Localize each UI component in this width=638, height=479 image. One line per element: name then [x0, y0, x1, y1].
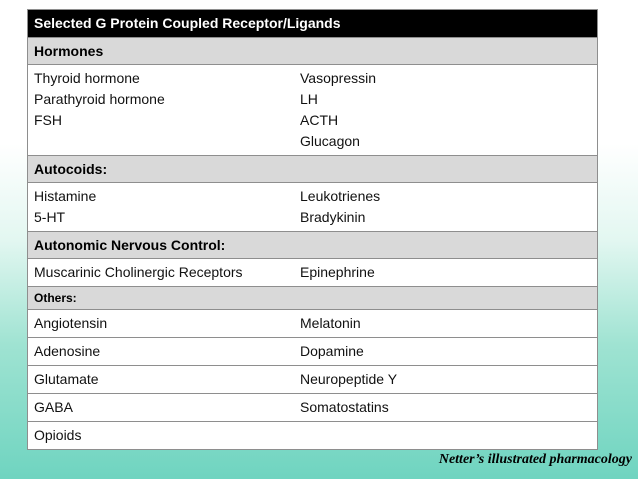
- section-heading-others: Others:: [28, 287, 597, 310]
- table-row: [28, 65, 597, 156]
- ligand-item: Neuropeptide Y: [300, 371, 398, 387]
- left-cell: [28, 425, 294, 446]
- ligand-item: Melatonin: [300, 315, 361, 331]
- receptor-ligand-table: [27, 9, 598, 450]
- section-heading-autonomic: Autonomic Nervous Control:: [28, 232, 597, 259]
- table-row: [28, 422, 597, 449]
- source-citation: Netter’s illustrated pharmacology: [438, 452, 632, 467]
- ligand-item: Adenosine: [34, 343, 101, 359]
- ligand-item: Angiotensin: [34, 315, 108, 331]
- section-heading-hormones: Hormones: [28, 38, 597, 65]
- table-row: [28, 183, 597, 232]
- left-cell: [28, 369, 294, 390]
- ligand-item: GABA: [34, 399, 73, 415]
- left-cell: [28, 341, 294, 362]
- right-cell: [294, 341, 597, 362]
- ligand-item: Glucagon: [300, 133, 360, 149]
- ligand-item: Epinephrine: [300, 264, 375, 280]
- table-row: [28, 310, 597, 338]
- right-cell: [294, 313, 597, 334]
- right-cell: [294, 262, 597, 283]
- section-heading-autocoids: Autocoids:: [28, 156, 597, 183]
- right-cell: [294, 186, 597, 228]
- right-cell: [294, 425, 597, 446]
- ligand-item: LH: [300, 91, 318, 107]
- left-cell: [28, 262, 294, 283]
- ligand-item: Bradykinin: [300, 209, 366, 225]
- left-cell: [28, 313, 294, 334]
- left-cell: [28, 397, 294, 418]
- table-row: [28, 366, 597, 394]
- ligand-item: Vasopressin: [300, 70, 377, 86]
- ligand-item: Parathyroid hormone: [34, 91, 165, 107]
- left-cell: [28, 186, 294, 228]
- ligand-item: Muscarinic Cholinergic Receptors: [34, 264, 243, 280]
- right-cell: [294, 397, 597, 418]
- ligand-item: Glutamate: [34, 371, 99, 387]
- ligand-item: FSH: [34, 112, 62, 128]
- ligand-item: Histamine: [34, 188, 97, 204]
- ligand-item: Thyroid hormone: [34, 70, 140, 86]
- right-cell: [294, 369, 597, 390]
- table-row: [28, 338, 597, 366]
- table-row: [28, 259, 597, 287]
- ligand-item: Leukotrienes: [300, 188, 381, 204]
- ligand-item: Dopamine: [300, 343, 364, 359]
- left-cell: [28, 68, 294, 152]
- ligand-item: ACTH: [300, 112, 339, 128]
- ligand-item: Somatostatins: [300, 399, 389, 415]
- right-cell: [294, 68, 597, 152]
- table-row: [28, 394, 597, 422]
- ligand-item: Opioids: [34, 427, 82, 443]
- ligand-item: 5-HT: [34, 209, 66, 225]
- table-title: Selected G Protein Coupled Receptor/Ligands: [28, 10, 597, 38]
